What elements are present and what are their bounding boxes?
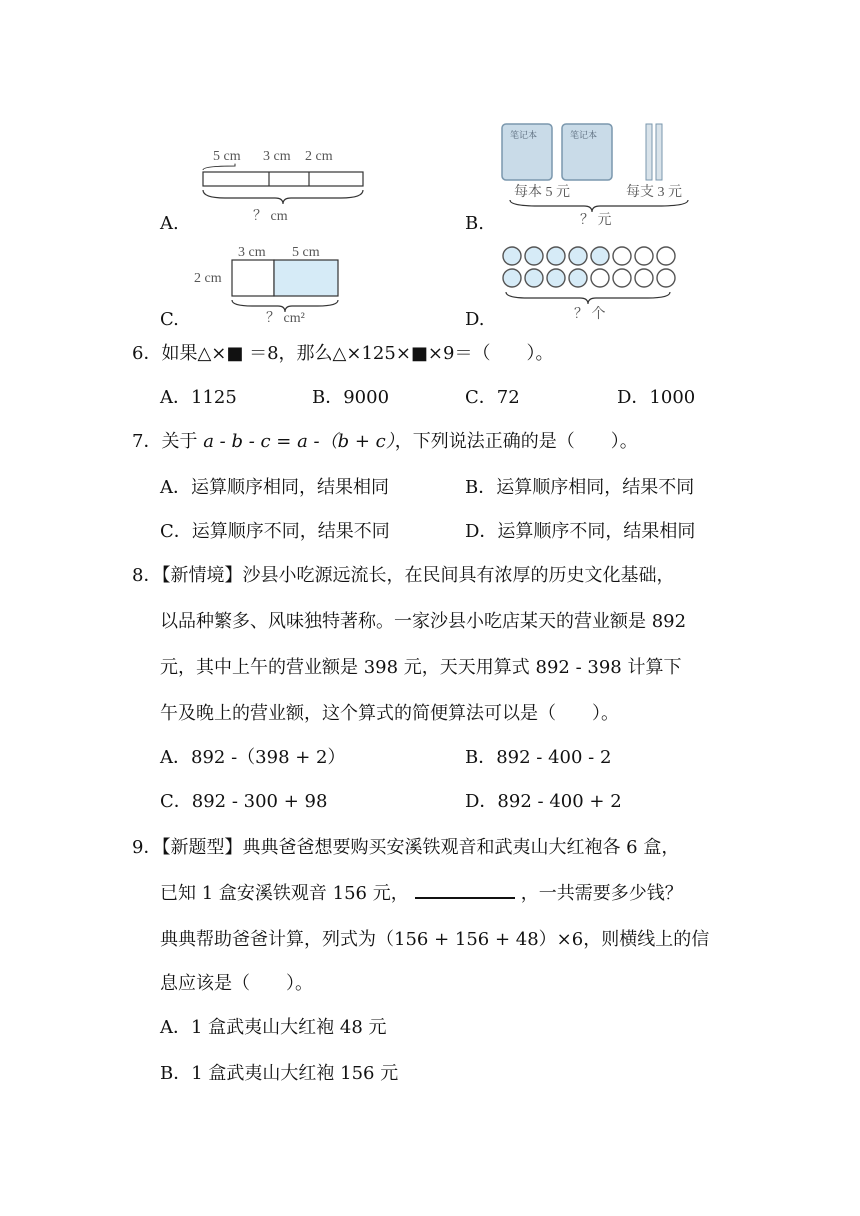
- circle-token: [591, 269, 609, 287]
- q7-option-c: C．运算顺序不同，结果不同: [160, 521, 390, 542]
- circle-token: [503, 247, 521, 265]
- question-8-line-3: 元，其中上午的营业额是 398 元，天天用算式 892 - 398 计算下: [160, 657, 682, 678]
- figure-b-items-diagram: [498, 118, 698, 230]
- circle-token: [525, 269, 543, 287]
- option-c-label: C.: [160, 309, 179, 330]
- option-d-label: D.: [465, 309, 485, 330]
- circle-token: [547, 269, 565, 287]
- circle-token: [657, 269, 675, 287]
- q7-option-d: D．运算顺序不同，结果相同: [465, 521, 696, 542]
- circle-token: [569, 269, 587, 287]
- q6-option-d: D．1000: [617, 387, 696, 408]
- fig-c-total-label: ？ cm²: [266, 311, 305, 324]
- circle-group: [503, 247, 675, 287]
- pen-icon: [646, 124, 652, 180]
- question-8-line-2: 以品种繁多、风味独特著称。一家沙县小吃店某天的营业额是 892: [160, 611, 687, 632]
- circle-token: [591, 247, 609, 265]
- fig-c-side-label: 2 cm: [194, 271, 222, 286]
- q7-formula: a - b - c = a -（b + c）: [203, 431, 395, 452]
- q9-option-b: B．1 盒武夷山大红袍 156 元: [160, 1063, 399, 1084]
- circle-token: [635, 247, 653, 265]
- fig-c-top2-label: 5 cm: [292, 245, 320, 260]
- circle-token: [525, 247, 543, 265]
- figure-d-circles-diagram: [498, 246, 684, 324]
- question-9-line-1: 9．【新题型】典典爸爸想要购买安溪铁观音和武夷山大红袍各 6 盒，: [132, 837, 680, 858]
- option-b-label: B.: [465, 213, 484, 234]
- q8-option-d: D．892 - 400 + 2: [465, 791, 622, 812]
- fig-b-book-price: 每本 5 元: [514, 185, 570, 200]
- answer-blank: [415, 877, 515, 899]
- question-9-line-2: 已知 1 盒安溪铁观音 156 元， ，一共需要多少钱？: [160, 872, 683, 916]
- circle-token: [613, 247, 631, 265]
- svg-text:笔记本: 笔记本: [510, 131, 538, 141]
- q9-option-a: A．1 盒武夷山大红袍 48 元: [160, 1017, 387, 1038]
- q6-option-b: B．9000: [312, 387, 390, 408]
- q8-option-c: C．892 - 300 + 98: [160, 791, 328, 812]
- q8-option-b: B．892 - 400 - 2: [465, 747, 612, 768]
- fig-b-total-label: ？ 元: [580, 213, 612, 228]
- question-8-line-4: 午及晚上的营业额，这个算式的简便算法可以是（ ）。: [160, 703, 619, 724]
- q7-option-a: A．运算顺序相同，结果相同: [160, 477, 389, 498]
- q6-option-a: A．1125: [160, 387, 237, 408]
- circle-token: [503, 269, 521, 287]
- fig-a-seg2-label: 3 cm: [263, 149, 291, 164]
- circle-token: [613, 269, 631, 287]
- svg-text:笔记本: 笔记本: [570, 131, 598, 141]
- fig-a-seg1-label: 5 cm: [213, 149, 241, 164]
- circle-token: [635, 269, 653, 287]
- option-a-label: A.: [160, 213, 179, 234]
- question-9-line-3: 典典帮助爸爸计算，列式为（156 + 156 + 48）×6，则横线上的信: [160, 929, 710, 950]
- fig-b-pen-price: 每支 3 元: [626, 185, 682, 200]
- figure-a-line-diagram: [195, 140, 375, 230]
- question-6-text: 6．如果△×■ ＝8，那么△×125×■×9＝（ ）。: [132, 343, 554, 364]
- q7-option-b: B．运算顺序相同，结果不同: [465, 477, 695, 498]
- circle-token: [547, 247, 565, 265]
- fig-a-seg3-label: 2 cm: [305, 149, 333, 164]
- question-7-text: 7．关于 a - b - c = a -（b + c），下列说法正确的是（ ）。: [132, 431, 638, 452]
- circle-token: [657, 247, 675, 265]
- fig-c-top1-label: 3 cm: [238, 245, 266, 260]
- circle-token: [569, 247, 587, 265]
- fig-d-total-label: ？ 个: [574, 307, 606, 322]
- pen-icon: [656, 124, 662, 180]
- figure-c-rectangle-diagram: [192, 240, 352, 324]
- fig-a-total-label: ？ cm: [253, 209, 288, 224]
- question-9-line-4: 息应该是（ ）。: [160, 973, 313, 994]
- question-8-line-1: 8．【新情境】沙县小吃源远流长，在民间具有浓厚的历史文化基础，: [132, 565, 675, 586]
- q8-option-a: A．892 -（398 + 2）: [160, 747, 346, 768]
- q6-option-c: C．72: [465, 387, 520, 408]
